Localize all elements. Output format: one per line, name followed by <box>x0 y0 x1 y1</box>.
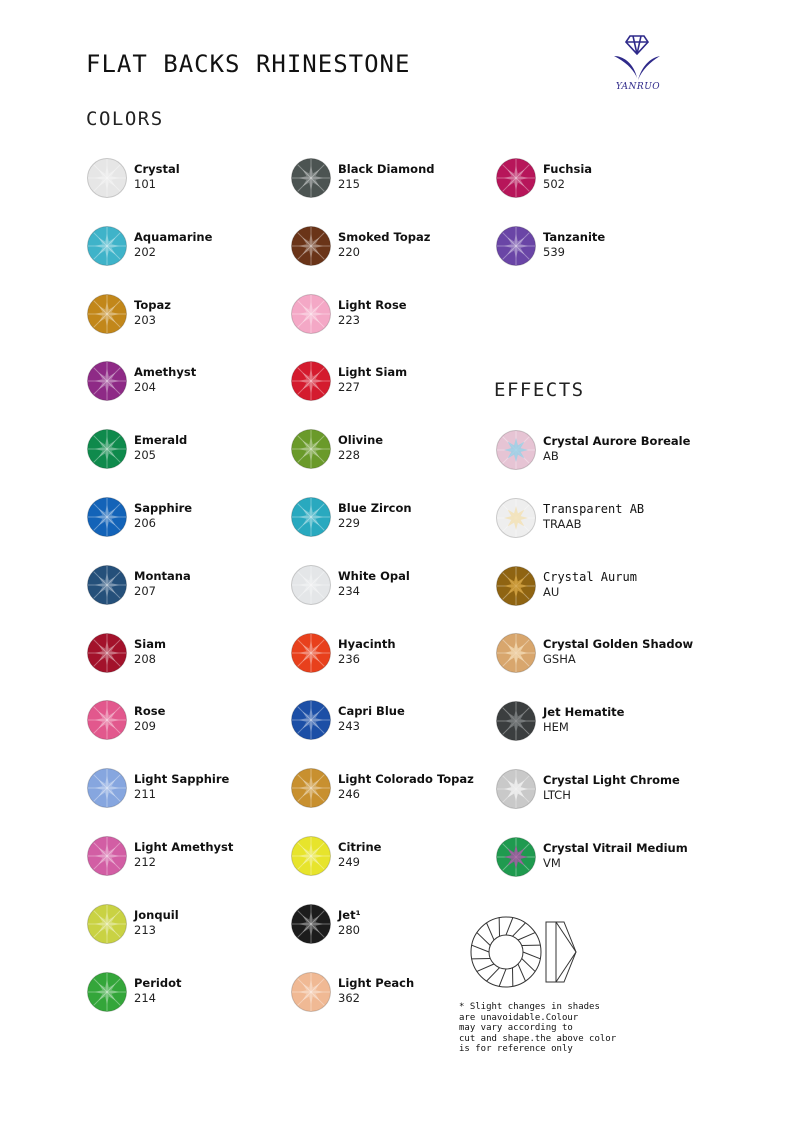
swatch-code: VM <box>543 856 561 870</box>
stone-cut-diagram <box>470 914 630 994</box>
rhinestone-icon <box>496 498 536 538</box>
swatch-code: 246 <box>338 787 360 801</box>
swatch-code: HEM <box>543 720 569 734</box>
swatch-code: 227 <box>338 380 360 394</box>
rhinestone-icon <box>87 836 127 876</box>
rhinestone-icon <box>291 361 331 401</box>
swatch-name: Transparent AB <box>543 502 645 516</box>
swatch-name: Rose <box>134 704 166 718</box>
swatch-code: 211 <box>134 787 156 801</box>
swatch-code: 223 <box>338 313 360 327</box>
rhinestone-icon <box>496 226 536 266</box>
swatch-name: Jet¹ <box>338 908 361 922</box>
rhinestone-icon <box>87 158 127 198</box>
swatch-code: 209 <box>134 719 156 733</box>
swatch-name: Olivine <box>338 433 384 447</box>
swatch-code: 502 <box>543 177 565 191</box>
rhinestone-icon <box>496 158 536 198</box>
swatch-name: Light Amethyst <box>134 840 234 854</box>
logo-text: YANRUO <box>615 82 661 92</box>
swatch-code: 539 <box>543 245 565 259</box>
page-title: FLAT BACKS RHINESTONE <box>86 50 411 78</box>
rhinestone-icon <box>291 226 331 266</box>
swatch-name: Light Peach <box>338 976 415 990</box>
note-line: cut and shape.the above color <box>459 1033 617 1044</box>
rhinestone-icon <box>496 837 536 877</box>
rhinestone-icon <box>87 565 127 605</box>
swatch-name: White Opal <box>338 569 410 583</box>
swatch-code: TRAAB <box>543 517 582 531</box>
effects-heading: EFFECTS <box>494 379 585 401</box>
note-line: are unavoidable.Colour <box>459 1012 579 1023</box>
swatch-code: 101 <box>134 177 156 191</box>
swatch-code: 207 <box>134 584 156 598</box>
rhinestone-icon <box>87 700 127 740</box>
swatch-name: Light Sapphire <box>134 772 230 786</box>
swatch-name: Jet Hematite <box>543 705 625 719</box>
swatch-name: Fuchsia <box>543 162 593 176</box>
swatch-code: 236 <box>338 652 360 666</box>
swatch-name: Capri Blue <box>338 704 405 718</box>
rhinestone-icon <box>87 226 127 266</box>
swatch-code: GSHA <box>543 652 576 666</box>
swatch-name: Aquamarine <box>134 230 213 244</box>
swatch-code: 228 <box>338 448 360 462</box>
swatch-code: 280 <box>338 923 360 937</box>
swatch-name: Montana <box>134 569 191 583</box>
disclaimer-note <box>459 1002 616 1055</box>
swatch-name: Crystal Aurum <box>543 570 637 584</box>
swatch-name: Hyacinth <box>338 637 396 651</box>
swatch-code: 243 <box>338 719 360 733</box>
swatch-code: 229 <box>338 516 360 530</box>
swatch-name: Light Siam <box>338 365 408 379</box>
rhinestone-icon <box>87 294 127 334</box>
rhinestone-icon <box>496 566 536 606</box>
swatch-name: Jonquil <box>134 908 179 922</box>
rhinestone-icon <box>87 497 127 537</box>
swatch-code: LTCH <box>543 788 571 802</box>
rhinestone-icon <box>496 769 536 809</box>
swatch-code: 214 <box>134 991 156 1005</box>
rhinestone-icon <box>87 972 127 1012</box>
swatch-code: 362 <box>338 991 360 1005</box>
swatch-code: AB <box>543 449 559 463</box>
rhinestone-icon <box>291 158 331 198</box>
swatch-code: 234 <box>338 584 360 598</box>
rhinestone-icon <box>496 633 536 673</box>
rhinestone-icon <box>291 904 331 944</box>
colors-heading: COLORS <box>86 108 164 130</box>
swatch-name: Crystal Aurore Boreale <box>543 434 691 448</box>
swatch-name: Peridot <box>134 976 182 990</box>
swatch-name: Tanzanite <box>543 230 606 244</box>
rhinestone-icon <box>291 429 331 469</box>
swatch-name: Crystal Light Chrome <box>543 773 680 787</box>
swatch-code: 202 <box>134 245 156 259</box>
swatch-code: 215 <box>338 177 360 191</box>
swatch-code: 206 <box>134 516 156 530</box>
swatch-code: 249 <box>338 855 360 869</box>
swatch-name: Crystal <box>134 162 180 176</box>
swatch-name: Citrine <box>338 840 382 854</box>
note-line: may vary according to <box>459 1023 573 1034</box>
rhinestone-icon <box>87 429 127 469</box>
rhinestone-icon <box>87 768 127 808</box>
swatch-code: 212 <box>134 855 156 869</box>
swatch-code: 205 <box>134 448 156 462</box>
swatch-name: Blue Zircon <box>338 501 412 515</box>
rhinestone-icon <box>87 904 127 944</box>
swatch-name: Crystal Golden Shadow <box>543 637 694 651</box>
rhinestone-icon <box>291 497 331 537</box>
rhinestone-icon <box>291 294 331 334</box>
swatch-code: 203 <box>134 313 156 327</box>
swatch-code: 208 <box>134 652 156 666</box>
rhinestone-icon <box>291 633 331 673</box>
swatch-name: Sapphire <box>134 501 193 515</box>
swatch-code: 213 <box>134 923 156 937</box>
rhinestone-icon <box>87 633 127 673</box>
swatch-name: Emerald <box>134 433 188 447</box>
rhinestone-icon <box>87 361 127 401</box>
rhinestone-icon <box>291 768 331 808</box>
swatch-name: Black Diamond <box>338 162 435 176</box>
rhinestone-icon <box>291 836 331 876</box>
rhinestone-icon <box>291 700 331 740</box>
rhinestone-icon <box>496 701 536 741</box>
swatch-code: 204 <box>134 380 156 394</box>
swatch-name: Crystal Vitrail Medium <box>543 841 688 855</box>
swatch-name: Smoked Topaz <box>338 230 431 244</box>
swatch-name: Amethyst <box>134 365 197 379</box>
rhinestone-icon <box>291 972 331 1012</box>
swatch-name: Light Rose <box>338 298 407 312</box>
rhinestone-icon <box>291 565 331 605</box>
note-line: is for reference only <box>459 1044 573 1055</box>
swatch-name: Siam <box>134 637 166 651</box>
note-line: * Slight changes in shades <box>459 1002 600 1012</box>
swatch-name: Topaz <box>134 298 171 312</box>
swatch-code: 220 <box>338 245 360 259</box>
swatch-name: Light Colorado Topaz <box>338 772 474 786</box>
rhinestone-icon <box>496 430 536 470</box>
swatch-code: AU <box>543 585 560 599</box>
